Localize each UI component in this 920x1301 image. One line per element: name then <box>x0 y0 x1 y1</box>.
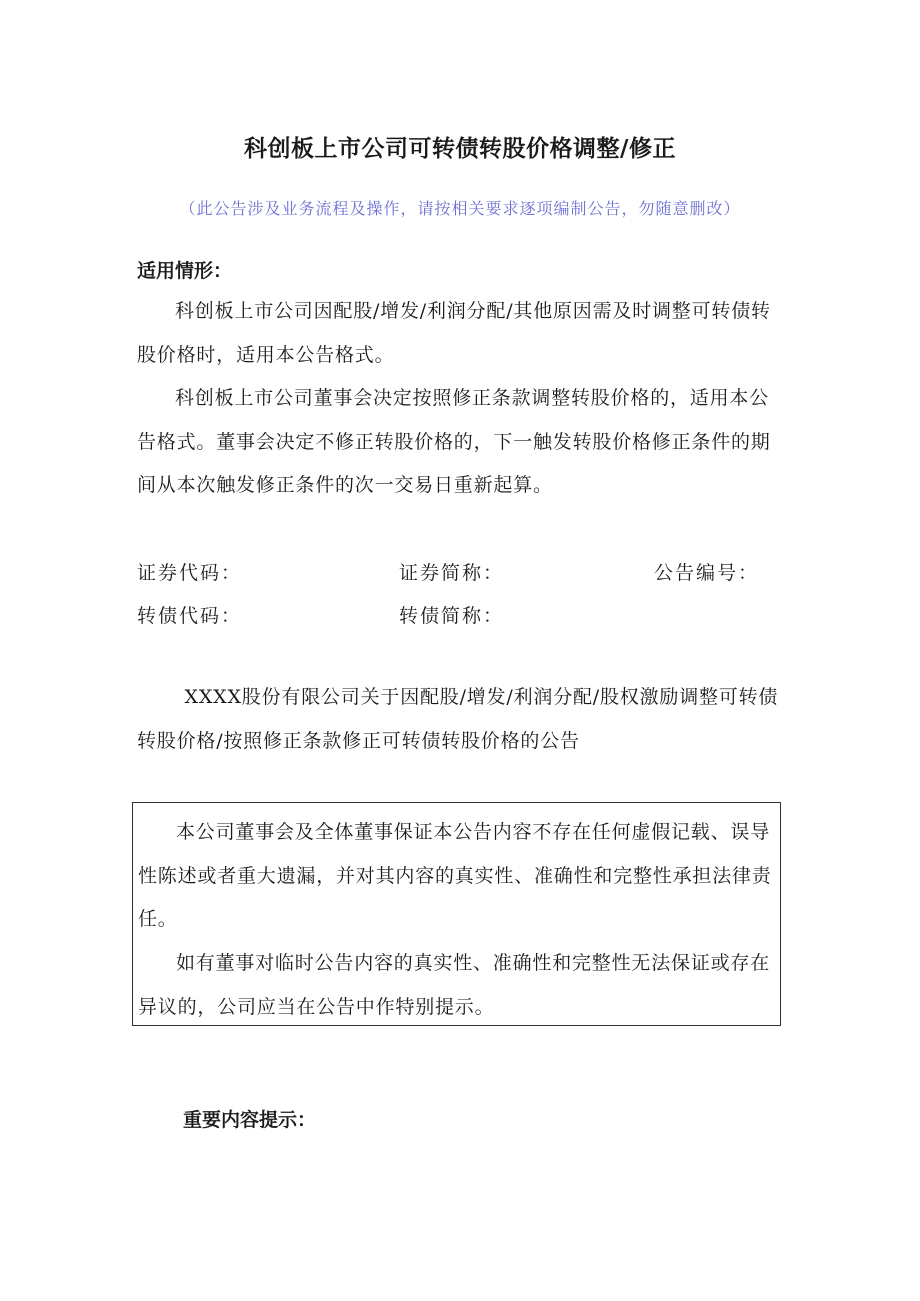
applicable-paragraph-1: 科创板上市公司因配股/增发/利润分配/其他原因需及时调整可转债转股价格时，适用本公告格式。 <box>137 300 771 366</box>
bond-code-label: 转债代码： <box>137 605 243 627</box>
security-abbr-label: 证券简称： <box>399 562 505 584</box>
bond-abbr-label: 转债简称： <box>399 605 505 627</box>
announcement-no-label: 公告编号： <box>654 562 760 584</box>
applicable-paragraph-2: 科创板上市公司董事会决定按照修正条款调整转股价格的，适用本公告格式。董事会决定不修正转股价格的，下一触发转股价格修正条件的期间从本次触发修正条件的次一交易日重新起算。 <box>137 387 771 496</box>
important-content-heading: 重要内容提示： <box>183 1109 317 1131</box>
instruction-note: （此公告涉及业务流程及操作，请按相关要求逐项编制公告，勿随意删改） <box>179 199 741 218</box>
statement-paragraph-2: 如有董事对临时公告内容的真实性、准确性和完整性无法保证或存在异议的，公司应当在公告中作特别提示。 <box>138 952 771 1018</box>
board-statement-box <box>132 802 781 1026</box>
security-code-label: 证券代码： <box>137 562 243 584</box>
statement-paragraph-1: 本公司董事会及全体董事保证本公告内容不存在任何虚假记载、误导性陈述或者重大遗漏，并对其内容的真实性、准确性和完整性承担法律责任。 <box>138 821 772 930</box>
document-title: 科创板上市公司可转债转股价格调整/修正 <box>244 136 676 162</box>
applicable-heading: 适用情形： <box>137 260 233 282</box>
announcement-title: XXXX股份有限公司关于因配股/增发/利润分配/股权激励调整可转债转股价格/按照修正条款修正可转债转股价格的公告 <box>137 686 779 752</box>
